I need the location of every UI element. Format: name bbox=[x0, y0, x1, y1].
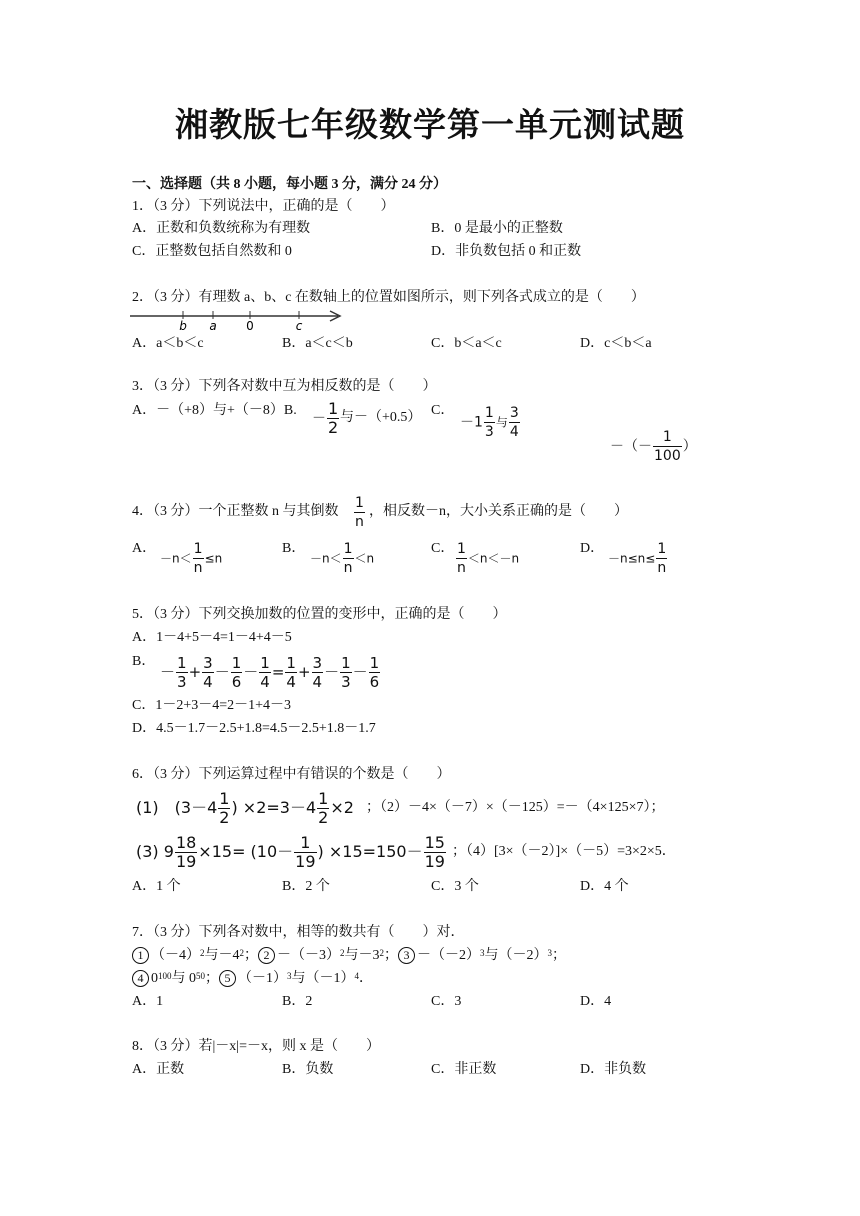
q7-option-c: C．3 bbox=[431, 994, 462, 1009]
q8-option-a: A．正数 bbox=[132, 1062, 185, 1077]
question-4-stem-a: 4．（3 分）一个正整数 n 与其倒数 bbox=[132, 504, 339, 519]
q4-option-b-label: B． bbox=[282, 541, 306, 556]
page-title: 湘教版七年级数学第一单元测试题 bbox=[175, 108, 685, 144]
q6-option-c: C．3 个 bbox=[431, 879, 479, 894]
q6-line1-tail: ；（2）－4×（－7）×（－125）=－（4×125×7）； bbox=[366, 800, 665, 815]
q1-option-d: D．非负数包括 0 和正数 bbox=[431, 244, 582, 259]
q1-option-c: C．正整数包括自然数和 0 bbox=[132, 244, 292, 259]
q6-line2-tail: ；（4）[3×（－2）]×（－5）=3×2×5． bbox=[452, 844, 676, 859]
question-8-stem: 8．（3 分）若|－x|=－x，则 x 是（ ） bbox=[132, 1039, 381, 1054]
q6-item-1-expression: (1) (3－4 $\frac{1}{2}$ ) ×2=3－4 $\frac{1}{2}$ ×2 bbox=[136, 789, 354, 827]
q2-option-c: C．b＜a＜c bbox=[431, 336, 502, 351]
q5-option-b-label: B． bbox=[132, 654, 156, 669]
q1-option-b: B．0 是最小的正整数 bbox=[431, 221, 563, 236]
q3-option-d-line2: －（－ $\frac{1}{100}$ ） bbox=[610, 429, 697, 464]
q1-option-a: A．正数和负数统称为有理数 bbox=[132, 221, 311, 236]
q8-option-d: D．非负数 bbox=[580, 1062, 647, 1077]
q4-option-b-expression: －n＜ $\frac{1}{n}$ ＜n bbox=[310, 541, 375, 576]
axis-label-zero: 0 bbox=[246, 319, 254, 332]
q7-items-line-1: 1 $(-4)^2$与$-4^2$； $2 -(-3)^2$与$-3^2$； $3 -(-2)^3$与$(-2)^3$； bbox=[132, 947, 566, 965]
q6-option-d: D．4 个 bbox=[580, 879, 629, 894]
q7-option-a: A．1 bbox=[132, 994, 164, 1009]
q4-option-a-expression: －n＜ $\frac{1}{n}$ ≤n bbox=[160, 541, 223, 576]
q3-option-a: A．－（+8）与+（－8）B. bbox=[132, 403, 297, 418]
q6-option-a: A．1 个 bbox=[132, 879, 181, 894]
q3-option-b-fraction: － $\frac{1}{2}$ bbox=[312, 399, 339, 437]
q5-option-d: D．4.5－1.7－2.5+1.8=4.5－2.5+1.8－1.7 bbox=[132, 721, 376, 736]
q8-option-c: C．非正数 bbox=[431, 1062, 497, 1077]
q4-option-d-label: D． bbox=[580, 541, 605, 556]
q7-option-d: D．4 bbox=[580, 994, 612, 1009]
question-2-stem: 2．（3 分）有理数 a、b、c 在数轴上的位置如图所示，则下列各式成立的是（ ） bbox=[132, 290, 645, 305]
q3-c-connector: 与 bbox=[495, 415, 508, 430]
q6-option-b: B．2 个 bbox=[282, 879, 330, 894]
q5-option-b-expression: － $\frac{1}{3}$ + $\frac{3}{4}$ － $\frac{1}{6}$ － $\frac{1}{4}$ = $\frac{1}{4}$ + $\frac{3}{4}$ － $\frac{1}{3}$ － $\frac{1}{6}$ bbox=[160, 654, 380, 691]
number-line-figure bbox=[128, 306, 348, 332]
question-7-stem: 7．（3 分）下列各对数中，相等的数共有（ ）对． bbox=[132, 925, 465, 940]
question-6-stem: 6．（3 分）下列运算过程中有错误的个数是（ ） bbox=[132, 767, 451, 782]
q3-option-c-label: C． bbox=[431, 403, 455, 418]
q4-option-c-expression: $\frac{1}{n}$ ＜n＜－n bbox=[457, 541, 520, 576]
q2-option-b: B．a＜c＜b bbox=[282, 336, 353, 351]
q7-items-line-2: 4 $0^{100}$与 $0^{50}$； 5 $(-1)^3$与$(-1)^4$． bbox=[132, 970, 373, 988]
q4-option-c-label: C． bbox=[431, 541, 455, 556]
axis-label-c: c bbox=[295, 319, 303, 332]
q2-option-d: D．c＜b＜a bbox=[580, 336, 652, 351]
q6-item-3-expression: (3) 9 $\frac{18}{19}$ ×15= (10－ $\frac{1}{19}$ ) ×15=150－ $\frac{15}{19}$ bbox=[136, 833, 445, 871]
q5-option-c: C．1－2+3－4=2－1+4－3 bbox=[132, 698, 292, 713]
question-4-stem-b: ，相反数－n，大小关系正确的是（ ） bbox=[369, 504, 628, 519]
q5-option-a: A．1－4+5－4=1－4+4－5 bbox=[132, 630, 292, 645]
q3-option-c-expression: －1 $\frac{1}{3}$ 与 $\frac{3}{4}$ bbox=[460, 405, 519, 440]
q3-option-b-tail: 与－（+0.5） bbox=[340, 410, 422, 425]
q4-option-a-label: A． bbox=[132, 541, 157, 556]
axis-label-b: b bbox=[179, 319, 187, 332]
axis-label-a: a bbox=[209, 319, 217, 332]
section-heading: 一、选择题（共 8 小题，每小题 3 分，满分 24 分） bbox=[132, 177, 447, 192]
question-1-stem: 1．（3 分）下列说法中，正确的是（ ） bbox=[132, 199, 395, 214]
q7-option-b: B．2 bbox=[282, 994, 313, 1009]
q4-reciprocal-fraction: $\frac{1}{n}$ bbox=[355, 495, 364, 530]
q4-option-d-expression: －n≤n≤ $\frac{1}{n}$ bbox=[608, 541, 667, 576]
q8-option-b: B．负数 bbox=[282, 1062, 334, 1077]
question-5-stem: 5．（3 分）下列交换加数的位置的变形中，正确的是（ ） bbox=[132, 607, 507, 622]
question-3-stem: 3．（3 分）下列各对数中互为相反数的是（ ） bbox=[132, 379, 437, 394]
q2-option-a: A．a＜b＜c bbox=[132, 336, 204, 351]
